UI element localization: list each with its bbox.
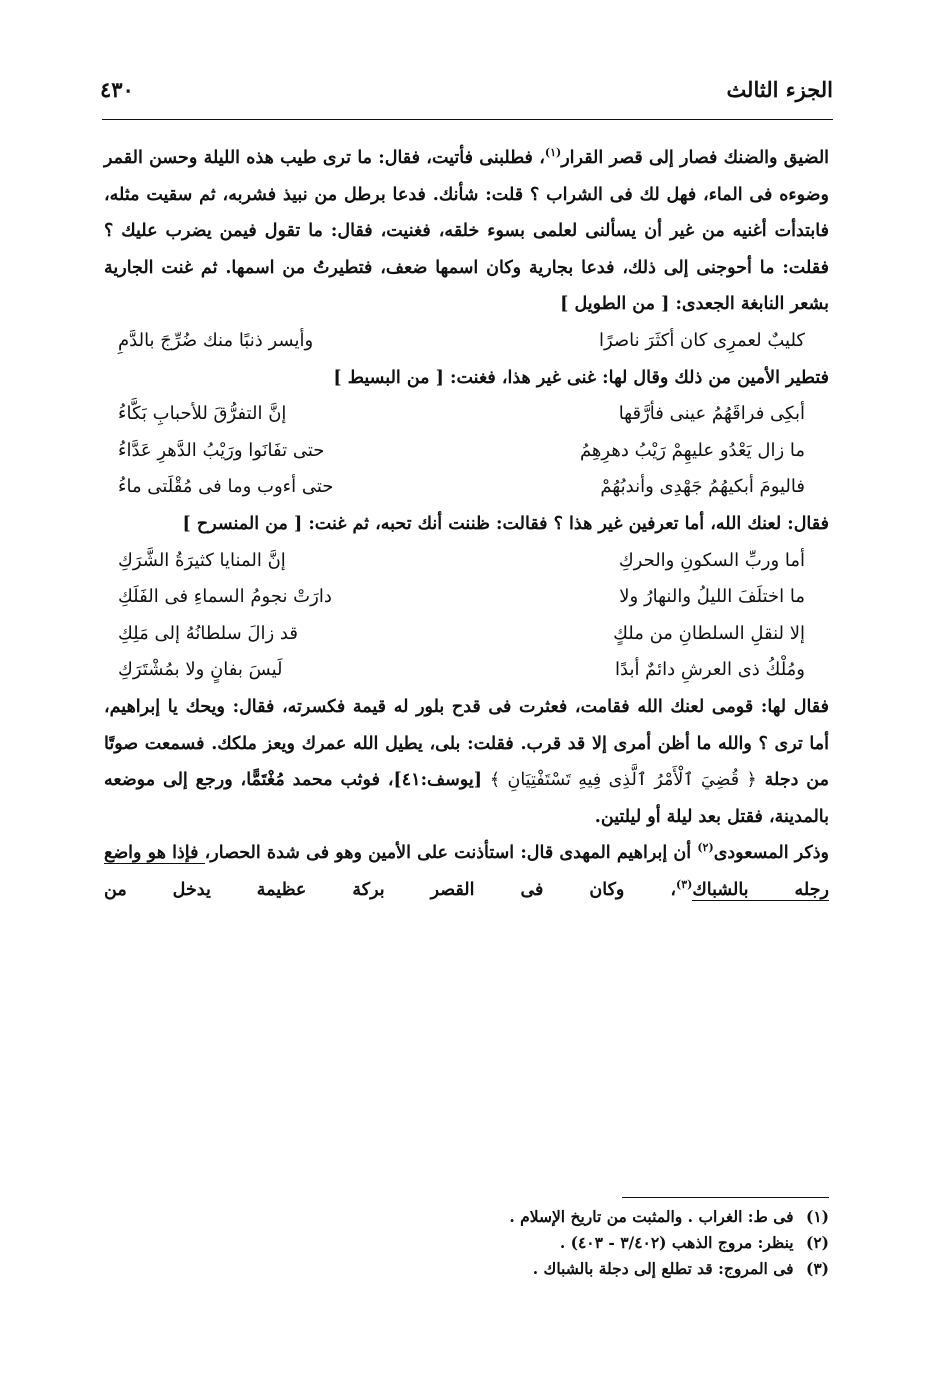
- paragraph-5: وذكر المسعودى$^{(٢)}$ أن إبراهيم المهدى قال: استأذنت على الأمين وهو فى شدة الحصار، فإذا هو واضع رجله بالشباك$^{(٣)}$، وكان فى القصر بركة عظيمة يدخل من: [104, 841, 829, 900]
- footnote-text: فى المروج: قد تطلع إلى دجلة بالشباك .: [532, 1259, 794, 1278]
- footnote-number: (٣): [805, 1259, 829, 1278]
- verse-line: [104, 323, 829, 360]
- verse-first-hemistich: أما وربِّ السكونِ والحركِ: [618, 549, 805, 571]
- footnote-number: (١): [805, 1207, 829, 1226]
- footnote-item: [300, 1230, 829, 1256]
- verse-line: [104, 579, 829, 616]
- main-text: [104, 140, 829, 908]
- footnote-text: ينظر: مروج الذهب (٣/٤٠٢ - ٤٠٣) .: [559, 1233, 794, 1252]
- paragraph-2: فتطير الأمين من ذلك وقال لها: غنى غير هذا، فغنت: [ من البسيط ]: [333, 367, 829, 388]
- verse-line: [104, 396, 829, 433]
- footnote-ref-3: (٣): [676, 878, 693, 892]
- verse-second-hemistich: حتى تفَانَوا ورَيْبُ الدَّهرِ عَدَّاءُ: [118, 439, 325, 461]
- verse-first-hemistich: ما اختلَفَ الليلُ والنهارُ ولا: [619, 586, 805, 608]
- verse-line: [104, 469, 829, 506]
- verse-first-hemistich: أبكِى فراقَهُمُ عينى فأرَّقها: [618, 403, 805, 425]
- verse-second-hemistich: إنَّ التفرُّقَ للأحبابِ بَكَّاءُ: [118, 403, 287, 425]
- meter-label: [ من الطويل ]: [560, 294, 670, 315]
- footnote-number: (٢): [805, 1233, 829, 1252]
- running-header: [100, 66, 833, 112]
- page-number: ٤٣٠: [100, 76, 134, 102]
- verse-first-hemistich: ما زال يَعْدُو عليهِمْ رَيْبُ دهرِهِمُ: [579, 439, 805, 461]
- verse-first-hemistich: فاليومَ أبكيهُمُ جَهْدِى وأندبُهُمْ: [600, 476, 805, 498]
- verse-first-hemistich: ومُلْكُ ذى العرشِ دائمٌ أبدًا: [615, 659, 805, 681]
- verse-first-hemistich: إلا لنقلِ السلطانِ من ملكٍ: [613, 622, 805, 644]
- part-title: الجزء الثالث: [726, 76, 833, 102]
- footnote-ref-1: (١): [544, 146, 562, 160]
- verse-second-hemistich: دارَتْ نجومُ السماءِ فى الفَلَكِ: [118, 586, 332, 608]
- verse-line: [104, 652, 829, 689]
- footnote-ref-2: (٢): [697, 841, 714, 855]
- paragraph-1: الضيق والضنك فصار إلى قصر القرار$^{(١)}$، فطلبنى فأتيت، فقال: ما ترى طيب هذه الليلة وحسن القمر وضوءه فى الماء، فهل لك فى الشراب ؟ قلت: شأنك. فدعا برطل من نبيذ فشربه، ثم سقيت مثله، فابتدأت أغنيه من غير أن يسألنى لعلمى بسوء خلقه، فغنيت، فقال: ما تقول فيمن يضرب عليك ؟ فقلت: ما أحوجنى إلى ذلك، فدعا بجارية وكان اسمها ضعف، فتطيرتُ من اسمها. ثم غنت الجارية بشعر النابغة الجعدى: [ من الطويل ]: [104, 146, 830, 315]
- meter-label: [ من المنسرح ]: [182, 513, 303, 534]
- verse-line: [104, 616, 829, 653]
- underlined-phrase: فإذا هو واضع رجله بالشباك: [104, 843, 829, 900]
- verse-second-hemistich: قد زالَ سلطانُهُ إلى مَلِكِ: [118, 622, 298, 644]
- quran-quote: ﴿ قُضِيَ ٱلْأَمْرُ ٱلَّذِى فِيهِ تَسْتَفْتِيَانِ ﴾: [489, 770, 757, 791]
- footnote-item: [300, 1204, 829, 1230]
- header-divider: [102, 119, 833, 120]
- verse-first-hemistich: كليبٌ لعمرِى كان أكثَرَ ناصرًا: [598, 329, 805, 351]
- verse-line: [104, 433, 829, 470]
- verse-second-hemistich: لَيسَ بفانٍ ولا بمُشْتَرَكِ: [118, 659, 283, 681]
- paragraph-4: فقال لها: قومى لعنك الله فقامت، فعثرت فى قدح بلور له قيمة فكسرته، فقال: ويحك يا إبراهيم، أما ترى ؟ والله ما أظن أمرى إلا قد قرب. فقلت: بلى، يطيل الله عمرك ويعز ملكك. فسمعت صوتًا من دجلة ﴿ قُضِيَ ٱلْأَمْرُ ٱلَّذِى فِيهِ تَسْتَفْتِيَانِ ﴾ [يوسف:٤١]، فوثب محمد مُغْتَمًّا، ورجع إلى موضعه بالمدينة، فقتل بعد ليلة أو ليلتين.: [104, 696, 830, 827]
- verse-second-hemistich: إنَّ المنايا كثيرَةُ الشَّرَكِ: [118, 549, 286, 571]
- footnote-divider: [622, 1197, 829, 1198]
- verse-line: [104, 543, 829, 580]
- paragraph-3: فقال: لعنك الله، أما تعرفين غير هذا ؟ فقالت: ظننت أنك تحبه، ثم غنت: [ من المنسرح ]: [182, 513, 829, 534]
- footnotes: [300, 1204, 829, 1282]
- verse-second-hemistich: وأيسر ذنبًا منك ضُرِّجَ بالدَّمِ: [118, 329, 314, 351]
- footnote-item: [300, 1256, 829, 1282]
- footnote-text: فى ط: الغراب . والمثبت من تاريخ الإسلام .: [509, 1207, 794, 1226]
- meter-label: [ من البسيط ]: [333, 367, 444, 388]
- verse-second-hemistich: حتى أءوب وما فى مُقْلَتى ماءُ: [118, 476, 334, 498]
